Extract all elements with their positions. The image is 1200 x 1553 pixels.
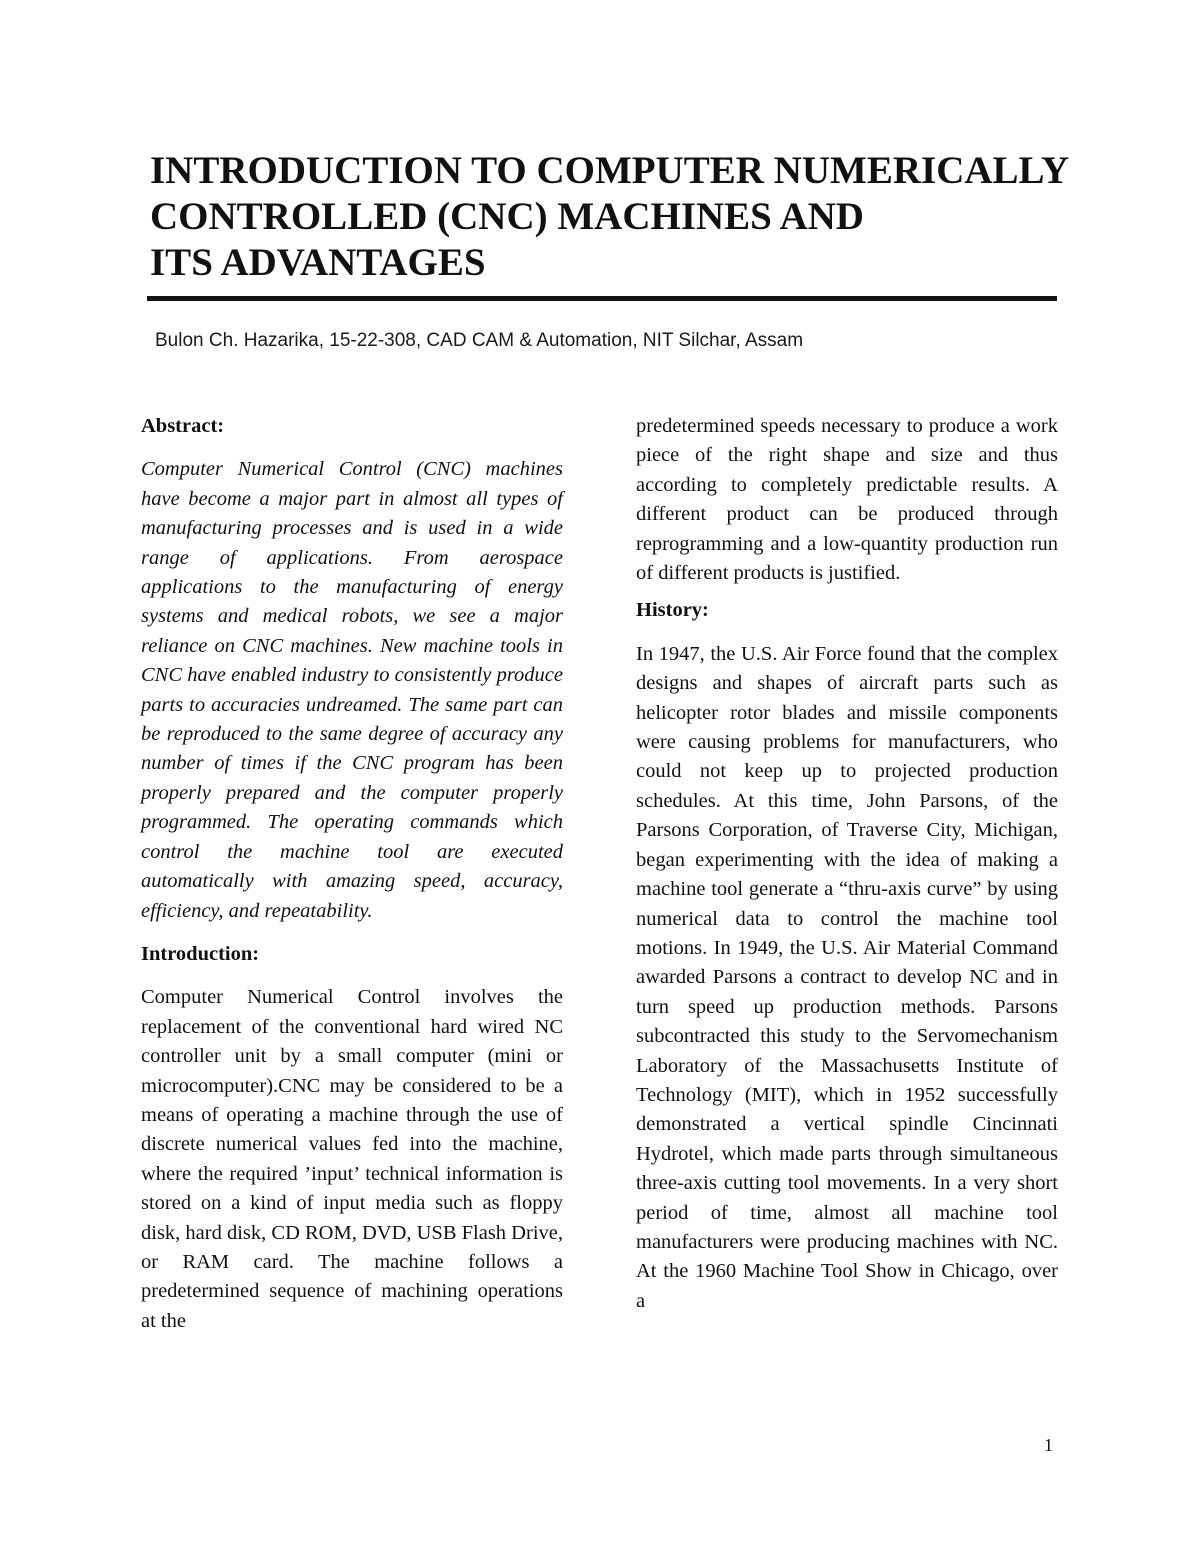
author-line: Bulon Ch. Hazarika, 15-22-308, CAD CAM & Automation, NIT Silchar, Assam [155,330,804,351]
introduction-continuation: predetermined speeds necessary to produce a work piece of the right shape and size and thus according to completely predictable results. A different product can be produced through reprogramming and a low-quantity production run of different products is justified. [636,415,1058,585]
title-divider [147,296,1057,301]
introduction-heading: Introduction: [141,942,260,965]
paper-title [150,148,1100,286]
abstract-text: Computer Numerical Control (CNC) machines have become a major part in almost all types of manufacturing processes and is used in a wide range of applications. From aerospace applications to the manufacturing of energy systems and medical robots, we see a major reliance on CNC machines. New machine tools in CNC have enabled industry to consistently produce parts to accuracies undreamed. The same part can be reproduced to the same degree of accuracy any number of times if the CNC program has been properly prepared and the computer properly programmed. The operating commands which control the machine tool are executed automatically with amazing speed, accuracy, efficiency, and repeatability. [141,458,563,922]
left-column [141,412,563,1336]
abstract-heading: Abstract: [141,415,225,437]
history-text: In 1947, the U.S. Air Force found that the complex designs and shapes of aircraft parts such as helicopter rotor blades and missile components were causing problems for manufacturers, who could not keep up to projected production schedules. At this time, John Parsons, of the Parsons Corporation, of Traverse City, Michigan, began experimenting with the idea of making a machine tool generate a “thru-axis curve” by using numerical data to control the machine tool motions. In 1949, the U.S. Air Material Command awarded Parsons a contract to develop NC and in turn speed up production methods. Parsons subcontracted this study to the Servomechanism Laboratory of the Massachusetts Institute of Technology (MIT), which in 1952 successfully demonstrated a vertical spindle Cincinnati Hydrotel, which made parts through simultaneous three-axis cutting tool movements. In a very short period of time, almost all machine tool manufacturers were producing machines with NC. At the 1960 Machine Tool Show in Chicago, over a [636,642,1058,1312]
right-column [636,412,1058,1316]
title-line-2: CONTROLLED (CNC) MACHINES AND [150,195,864,238]
history-heading: History: [636,599,709,622]
title-line-1: INTRODUCTION TO COMPUTER NUMERICALLY [150,149,1070,192]
page-number: 1 [1044,1435,1053,1455]
title-line-3: ITS ADVANTAGES [150,241,486,284]
introduction-text: Computer Numerical Control involves the replacement of the conventional hard wired NC controller unit by a small computer (mini or microcomputer).CNC may be considered to be a means of operating a machine through the use of discrete numerical values fed into the machine, where the required ’input’ technical information is stored on a kind of input media such as floppy disk, hard disk, CD ROM, DVD, USB Flash Drive, or RAM card. The machine follows a predetermined sequence of machining operations at the [141,986,563,1332]
